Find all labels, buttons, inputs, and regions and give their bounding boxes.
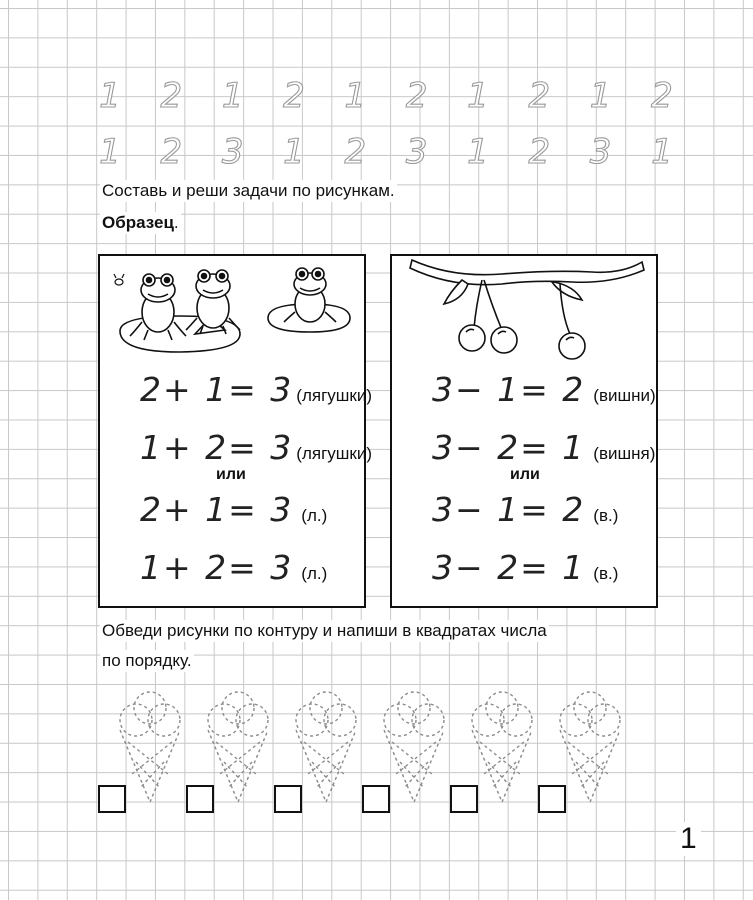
trace-digit[interactable]: 3 bbox=[405, 132, 428, 172]
equation-unit: (лягушки) bbox=[296, 444, 373, 463]
bug-icon bbox=[114, 274, 124, 285]
trace-digit[interactable]: 2 bbox=[651, 76, 673, 116]
page-number: 1 bbox=[676, 822, 701, 856]
equation-expression: 1+ 2= 3 bbox=[140, 548, 294, 587]
tracing-row-1 bbox=[96, 72, 676, 120]
answer-box[interactable] bbox=[538, 785, 566, 813]
trace-digit[interactable]: 2 bbox=[344, 132, 367, 172]
sample-dot: . bbox=[173, 213, 179, 232]
trace-digit[interactable]: 2 bbox=[160, 132, 183, 172]
frog-icon bbox=[284, 268, 336, 322]
trace-digit[interactable]: 1 bbox=[344, 76, 367, 116]
or-label: или bbox=[216, 466, 246, 483]
equation-unit: (вишня) bbox=[593, 444, 656, 463]
answer-box[interactable] bbox=[186, 785, 214, 813]
equation-expression: 3− 2= 1 bbox=[432, 428, 586, 467]
ice-cream-cone-icon[interactable] bbox=[120, 692, 180, 802]
cherries-example-box bbox=[390, 254, 658, 608]
ice-cream-cone-icon[interactable] bbox=[384, 692, 444, 802]
equation-unit: (в.) bbox=[593, 564, 619, 583]
or-label: или bbox=[510, 466, 540, 483]
equation-unit: (в.) bbox=[593, 506, 619, 525]
cherries-equation-2 bbox=[432, 428, 655, 467]
frogs-equation-4 bbox=[140, 548, 327, 587]
trace-digit[interactable]: 2 bbox=[528, 132, 551, 172]
equation-unit: (л.) bbox=[301, 564, 328, 583]
equation-unit: (лягушки) bbox=[296, 386, 373, 405]
frogs-equation-3 bbox=[140, 490, 327, 529]
ice-cream-cone-icon[interactable] bbox=[472, 692, 532, 802]
trace-digit[interactable]: 1 bbox=[589, 76, 612, 116]
trace-digit[interactable]: 1 bbox=[221, 76, 244, 116]
frogs-example-box bbox=[98, 254, 373, 608]
equation-expression: 3− 1= 2 bbox=[432, 490, 586, 529]
trace-digit[interactable]: 1 bbox=[651, 132, 673, 172]
frogs-illustration bbox=[100, 256, 364, 366]
answer-box[interactable] bbox=[98, 785, 126, 813]
trace-digit[interactable]: 1 bbox=[467, 132, 489, 172]
trace-digit[interactable]: 2 bbox=[528, 76, 551, 116]
ice-cream-cone-icon[interactable] bbox=[296, 692, 356, 802]
cherries-equation-1 bbox=[432, 370, 656, 409]
equation-expression: 1+ 2= 3 bbox=[140, 428, 294, 467]
equation-expression: 3− 1= 2 bbox=[432, 370, 586, 409]
equation-expression: 2+ 1= 3 bbox=[140, 490, 294, 529]
trace-digit[interactable]: 1 bbox=[99, 132, 121, 172]
task1-instruction: Составь и реши задачи по рисункам. bbox=[102, 181, 395, 200]
answer-box[interactable] bbox=[362, 785, 390, 813]
cherry-icon bbox=[459, 280, 517, 353]
equation-expression: 3− 2= 1 bbox=[432, 548, 586, 587]
equation-unit: (вишни) bbox=[593, 386, 656, 405]
trace-digit[interactable]: 1 bbox=[467, 76, 489, 116]
answer-box[interactable] bbox=[450, 785, 478, 813]
task2-instruction-line-1: Обведи рисунки по контуру и напиши в квадратах числа bbox=[102, 621, 547, 640]
sample-heading bbox=[100, 212, 181, 234]
trace-digit[interactable]: 3 bbox=[589, 132, 612, 172]
cherries-equation-3 bbox=[432, 490, 618, 529]
trace-digit[interactable]: 2 bbox=[160, 76, 183, 116]
trace-digit[interactable]: 2 bbox=[405, 76, 428, 116]
sample-label: Образец bbox=[102, 213, 174, 232]
frogs-equation-1 bbox=[140, 370, 372, 409]
frogs-equation-2 bbox=[140, 428, 372, 467]
trace-digit[interactable]: 2 bbox=[283, 76, 305, 116]
trace-digit[interactable]: 1 bbox=[99, 76, 121, 116]
task2-instruction-line-2: по порядку. bbox=[102, 651, 192, 670]
cherries-equation-4 bbox=[432, 548, 618, 587]
ice-cream-cone-icon[interactable] bbox=[560, 692, 620, 802]
trace-digit[interactable]: 3 bbox=[221, 132, 244, 172]
ice-cream-cone-icon[interactable] bbox=[208, 692, 268, 802]
cherries-illustration bbox=[392, 256, 656, 366]
trace-digit[interactable]: 1 bbox=[283, 132, 305, 172]
answer-box[interactable] bbox=[274, 785, 302, 813]
equation-expression: 2+ 1= 3 bbox=[140, 370, 294, 409]
tracing-row-2 bbox=[96, 128, 676, 176]
equation-unit: (л.) bbox=[301, 506, 328, 525]
branch-icon bbox=[410, 260, 644, 304]
